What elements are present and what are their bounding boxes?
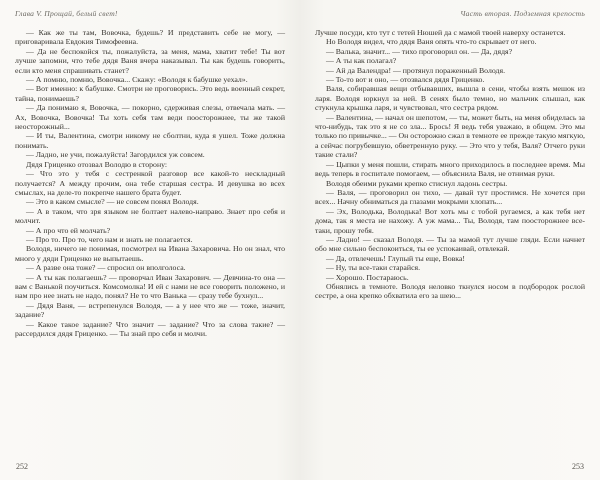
- page-number-left: 252: [16, 462, 28, 471]
- running-header-right: Часть вторая. Подземная крепость: [460, 9, 585, 18]
- paragraph: — Это в каком смысле? — не совсем понял Володя.: [26, 197, 199, 207]
- page-right: [300, 0, 600, 480]
- paragraph: — Эх, Володька, Володька! Вот хоть мы с тобой ругаемся, а как тебя нет дома, так я места не нахожу. А уж мама... Ты, Володя, там поосторожнее все-таки, прошу тебя.: [315, 206, 585, 235]
- paragraph: — Ладно, не учи, пожалуйста! Загордился уж совсем.: [26, 150, 205, 160]
- paragraph: Володя обеими руками крепко стиснул ладонь сестры.: [326, 178, 508, 188]
- paragraph: Валя, собиравшая вещи отбывавших, вышла в сени, чтобы взять мешок из ларя. Володя юркнул за ней. В сенях было темно, но мальчик слышал, как стукнула крышка ларя, и чувствовал, что сестра рядом.: [315, 84, 585, 113]
- page-text-right: [315, 28, 585, 301]
- paragraph: — Да не беспокойся ты, пожалуйста, за меня, мама, хватит тебе! Ты вот лучше запомни, что тебе дядя Ваня вчера наказывал. Ты как будешь говорить, если кто меня спрашивать станет?: [15, 46, 285, 75]
- paragraph: — Валька, значит... — тихо проговорил он. — Да, дядя?: [326, 46, 513, 56]
- paragraph: — Про то. Про то, чего нам и знать не полагается.: [26, 234, 193, 244]
- running-header-left: Глава V. Прощай, белый свет!: [15, 9, 118, 18]
- paragraph: — А про что ей молчать?: [26, 225, 111, 235]
- paragraph: Обнялись в темноте. Володя неловко ткнулся носом в подбородок рослой сестре, а она крепко обхватила его за шею...: [315, 281, 585, 301]
- paragraph: Но Володя видел, что дядя Ваня опять что-то скрывает от него.: [326, 37, 537, 47]
- paragraph: — Вот именно: к бабушке. Смотри не проговорись. Это ведь военный секрет, тайна, понимаешь?: [15, 84, 285, 103]
- paragraph: — Валя, — проговорил он тихо, — давай тут простимся. Не хочется при всех... Начну обниматься да глазами мокрыми хлопать...: [315, 187, 585, 207]
- paragraph: — Ай да Валендра! — протянул пораженный Володя.: [326, 65, 506, 75]
- paragraph: — Да понимаю я, Вовочка, — покорно, сдерживая слезы, отвечала мать. — Ах, Вовочка, Вовочка! Ты хоть себя там веди поосторожнее, ты же такой неосторожный...: [15, 103, 285, 132]
- page-text-left: [15, 28, 285, 338]
- paragraph: — Хорошо. Постараюсь.: [326, 272, 409, 282]
- paragraph: — А в таком, что зря языком не болтает налево-направо. Знает про себя и молчит.: [15, 206, 285, 226]
- paragraph: Дядя Гриценко отозвал Володю в сторону:: [26, 159, 168, 169]
- paragraph: — А разве она тоже? — спросил он вполголоса.: [26, 263, 186, 273]
- paragraph: — А ты как полагаешь? — проворчал Иван Захарович. — Девчина-то она — вам с Ванькой поучиться. Комсомолка! И ей с нами не все говорить положено, и нам про нее знать не надо, понял? Не то что Ванька — сразу тебе бухнул...: [15, 272, 285, 301]
- paragraph: — Какое такое задание? Что значит — задание? Что за слова такие? — рассердился дядя Гриценко. — Ты знай про себя и молчи.: [15, 319, 285, 338]
- paragraph: — Валентина, — начал он шепотом, — ты, может быть, на меня обиделась за что-нибудь, так это я не со зла... Брось! Я ведь тебя уважаю, в общем. Это мы только по привычке... — Он осторожно сжал в темноте ее прежде такую мягкую, а сейчас погрубевшую, обветренную руку. — Это что у тебя, Валя? Отчего руки такие стали?: [315, 112, 585, 160]
- paragraph: — А помню, помню, Вовочка... Скажу: «Володя к бабушке уехал».: [26, 75, 248, 85]
- paragraph: — И ты, Валентина, смотри никому не сболтни, куда я ушел. Тоже должна понимать.: [15, 131, 285, 150]
- paragraph: — Дядя Ваня, — встрепенулся Володя, — а у нее что же — тоже, значит, задание?: [15, 300, 285, 320]
- paragraph: — Ладно! — сказал Володя. — Ты за мамой тут лучше гляди. Если начнет обо мне сильно беспокоиться, ты ее успокаивай, отвлекай.: [315, 234, 585, 254]
- paragraph: — Что это у тебя с сестренкой разговор все какой-то нескладный получается? А между прочим, она тебе старшая сестра. И девушка во всех смыслах, на деле-то покрепче нашего брата будет.: [15, 169, 285, 197]
- paragraph: Лучше посуди, кто тут с тетей Нюшей да с мамой твоей наверху останется.: [315, 28, 566, 37]
- paragraph: — Как же ты там, Вовочка, будешь? И представить себе не могу, — приговаривала Евдокия Тимофеевна.: [15, 28, 285, 47]
- paragraph: — То-то вот и оно, — отозвался дядя Гриценко.: [326, 75, 485, 85]
- paragraph: — А ты как полагал?: [326, 56, 397, 66]
- paragraph: — Ну, ты все-таки старайся.: [326, 263, 421, 273]
- paragraph: — Да, отвлечешь! Глупый ты еще, Вовка!: [326, 253, 466, 263]
- page-number-right: 253: [572, 462, 584, 471]
- paragraph: Володя, ничего не понимая, посмотрел на Ивана Захаровича. Но он знал, что много у дяди Гриценко не выпытаешь.: [15, 244, 285, 263]
- paragraph: — Цыпки у меня пошли, стирать много приходилось в последнее время. Мы ведь теперь в госпитале помогаем, — объяснила Валя, не отнимая руки.: [315, 159, 585, 179]
